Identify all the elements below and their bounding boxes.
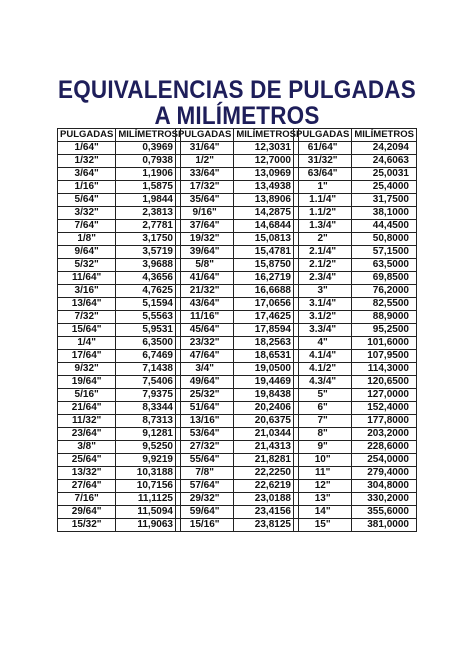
table-row: [58, 428, 181, 441]
table-row: [294, 363, 417, 376]
mm-cell: 24,6063: [352, 155, 417, 168]
inch-cell: 63/64": [294, 168, 352, 181]
table-row: [294, 376, 417, 389]
mm-cell: 19,8438: [234, 389, 299, 402]
mm-cell: 2,7781: [116, 220, 181, 233]
table-row: [58, 272, 181, 285]
mm-cell: 13,8906: [234, 194, 299, 207]
inch-cell: 61/64": [294, 142, 352, 155]
table-row: [58, 389, 181, 402]
inch-cell: 3/8": [58, 441, 116, 454]
inch-cell: 11/16": [176, 311, 234, 324]
table-row: [294, 233, 417, 246]
mm-cell: 177,8000: [352, 415, 417, 428]
mm-cell: 14,6844: [234, 220, 299, 233]
table-row: [294, 272, 417, 285]
header-inches: PULGADAS: [58, 129, 116, 142]
inch-cell: 51/64": [176, 402, 234, 415]
table-row: [176, 233, 299, 246]
table-row: [294, 324, 417, 337]
conversion-table-1: [57, 128, 181, 532]
inch-cell: 3.1/4": [294, 298, 352, 311]
inch-cell: 1/2": [176, 155, 234, 168]
table-row: [294, 389, 417, 402]
table-row: [58, 441, 181, 454]
mm-cell: 21,4313: [234, 441, 299, 454]
table-row: [294, 454, 417, 467]
mm-cell: 4,3656: [116, 272, 181, 285]
inch-cell: 5": [294, 389, 352, 402]
mm-cell: 19,4469: [234, 376, 299, 389]
inch-cell: 5/8": [176, 259, 234, 272]
inch-cell: 4.1/4": [294, 350, 352, 363]
inch-cell: 3.3/4": [294, 324, 352, 337]
inch-cell: 9/64": [58, 246, 116, 259]
mm-cell: 17,0656: [234, 298, 299, 311]
inch-cell: 5/32": [58, 259, 116, 272]
table-row: [294, 441, 417, 454]
table-row: [58, 298, 181, 311]
inch-cell: 3/64": [58, 168, 116, 181]
table-row: [58, 493, 181, 506]
inch-cell: 49/64": [176, 376, 234, 389]
inch-cell: 1.1/2": [294, 207, 352, 220]
table-row: [176, 402, 299, 415]
inch-cell: 27/64": [58, 480, 116, 493]
table-row: [176, 194, 299, 207]
inch-cell: 3": [294, 285, 352, 298]
inch-cell: 9/32": [58, 363, 116, 376]
inch-cell: 15/32": [58, 519, 116, 532]
mm-cell: 5,9531: [116, 324, 181, 337]
mm-cell: 0,3969: [116, 142, 181, 155]
table-row: [58, 506, 181, 519]
table-row: [294, 415, 417, 428]
table-header-row: [176, 129, 299, 142]
table-row: [58, 480, 181, 493]
table-row: [294, 519, 417, 532]
mm-cell: 18,2563: [234, 337, 299, 350]
header-inches: PULGADAS: [294, 129, 352, 142]
inch-cell: 21/32": [176, 285, 234, 298]
table-row: [176, 142, 299, 155]
mm-cell: 203,2000: [352, 428, 417, 441]
inch-cell: 1/32": [58, 155, 116, 168]
inch-cell: 13/16": [176, 415, 234, 428]
mm-cell: 3,5719: [116, 246, 181, 259]
table-row: [176, 181, 299, 194]
mm-cell: 1,9844: [116, 194, 181, 207]
mm-cell: 8,3344: [116, 402, 181, 415]
table-row: [176, 324, 299, 337]
table-row: [176, 337, 299, 350]
mm-cell: 228,6000: [352, 441, 417, 454]
table-row: [294, 428, 417, 441]
mm-cell: 38,1000: [352, 207, 417, 220]
table-row: [176, 441, 299, 454]
inch-cell: 4.1/2": [294, 363, 352, 376]
mm-cell: 17,4625: [234, 311, 299, 324]
mm-cell: 15,8750: [234, 259, 299, 272]
mm-cell: 355,6000: [352, 506, 417, 519]
mm-cell: 15,4781: [234, 246, 299, 259]
inch-cell: 59/64": [176, 506, 234, 519]
inch-cell: 31/32": [294, 155, 352, 168]
inch-cell: 8": [294, 428, 352, 441]
table-row: [176, 493, 299, 506]
inch-cell: 1/4": [58, 337, 116, 350]
mm-cell: 1,1906: [116, 168, 181, 181]
table-row: [294, 337, 417, 350]
inch-cell: 7/8": [176, 467, 234, 480]
table-row: [176, 454, 299, 467]
mm-cell: 14,2875: [234, 207, 299, 220]
inch-cell: 5/64": [58, 194, 116, 207]
inch-cell: 12": [294, 480, 352, 493]
inch-cell: 23/64": [58, 428, 116, 441]
inch-cell: 15/64": [58, 324, 116, 337]
inch-cell: 4": [294, 337, 352, 350]
table-row: [294, 402, 417, 415]
inch-cell: 31/64": [176, 142, 234, 155]
table-row: [58, 350, 181, 363]
inch-cell: 53/64": [176, 428, 234, 441]
mm-cell: 9,1281: [116, 428, 181, 441]
mm-cell: 3,1750: [116, 233, 181, 246]
table-row: [58, 207, 181, 220]
mm-cell: 127,0000: [352, 389, 417, 402]
inch-cell: 45/64": [176, 324, 234, 337]
table-row: [58, 233, 181, 246]
table-row: [58, 220, 181, 233]
mm-cell: 6,7469: [116, 350, 181, 363]
table-row: [58, 168, 181, 181]
mm-cell: 7,9375: [116, 389, 181, 402]
mm-cell: 23,4156: [234, 506, 299, 519]
mm-cell: 15,0813: [234, 233, 299, 246]
mm-cell: 23,8125: [234, 519, 299, 532]
table-row: [294, 480, 417, 493]
inch-cell: 3/32": [58, 207, 116, 220]
mm-cell: 25,0031: [352, 168, 417, 181]
inch-cell: 13/64": [58, 298, 116, 311]
table-row: [58, 246, 181, 259]
table-row: [294, 506, 417, 519]
inch-cell: 11": [294, 467, 352, 480]
mm-cell: 5,5563: [116, 311, 181, 324]
mm-cell: 12,3031: [234, 142, 299, 155]
inch-cell: 33/64": [176, 168, 234, 181]
mm-cell: 44,4500: [352, 220, 417, 233]
mm-cell: 82,5500: [352, 298, 417, 311]
mm-cell: 17,8594: [234, 324, 299, 337]
inch-cell: 25/32": [176, 389, 234, 402]
table-row: [294, 207, 417, 220]
table-row: [176, 389, 299, 402]
title-line-2: A MILÍMETROS: [154, 102, 320, 130]
table-row: [58, 142, 181, 155]
inch-cell: 13/32": [58, 467, 116, 480]
inch-cell: 2.1/4": [294, 246, 352, 259]
inch-cell: 55/64": [176, 454, 234, 467]
table-row: [176, 311, 299, 324]
inch-cell: 2.1/2": [294, 259, 352, 272]
table-row: [294, 194, 417, 207]
inch-cell: 13": [294, 493, 352, 506]
mm-cell: 11,9063: [116, 519, 181, 532]
table-row: [294, 493, 417, 506]
table-header-row: [58, 129, 181, 142]
table-row: [294, 246, 417, 259]
mm-cell: 25,4000: [352, 181, 417, 194]
table-row: [176, 298, 299, 311]
mm-cell: 6,3500: [116, 337, 181, 350]
table-row: [176, 506, 299, 519]
mm-cell: 24,2094: [352, 142, 417, 155]
inch-cell: 11/32": [58, 415, 116, 428]
table-row: [294, 259, 417, 272]
table-row: [58, 376, 181, 389]
table-row: [58, 337, 181, 350]
mm-cell: 114,3000: [352, 363, 417, 376]
inch-cell: 17/32": [176, 181, 234, 194]
table-row: [176, 415, 299, 428]
mm-cell: 4,7625: [116, 285, 181, 298]
table-row: [58, 402, 181, 415]
table-row: [176, 519, 299, 532]
mm-cell: 20,6375: [234, 415, 299, 428]
inch-cell: 3/4": [176, 363, 234, 376]
table-row: [58, 285, 181, 298]
inch-cell: 1.1/4": [294, 194, 352, 207]
inch-cell: 3.1/2": [294, 311, 352, 324]
table-row: [176, 246, 299, 259]
inch-cell: 14": [294, 506, 352, 519]
inch-cell: 29/32": [176, 493, 234, 506]
inch-cell: 43/64": [176, 298, 234, 311]
inch-cell: 27/32": [176, 441, 234, 454]
table-header-row: [294, 129, 417, 142]
table-row: [176, 207, 299, 220]
mm-cell: 8,7313: [116, 415, 181, 428]
inch-cell: 29/64": [58, 506, 116, 519]
table-row: [294, 467, 417, 480]
mm-cell: 31,7500: [352, 194, 417, 207]
inch-cell: 5/16": [58, 389, 116, 402]
table-row: [58, 181, 181, 194]
inch-cell: 1": [294, 181, 352, 194]
inch-cell: 1/16": [58, 181, 116, 194]
inch-cell: 47/64": [176, 350, 234, 363]
table-row: [58, 454, 181, 467]
table-row: [176, 480, 299, 493]
mm-cell: 50,8000: [352, 233, 417, 246]
mm-cell: 18,6531: [234, 350, 299, 363]
table-row: [58, 467, 181, 480]
table-row: [294, 155, 417, 168]
table-row: [176, 259, 299, 272]
table-row: [58, 363, 181, 376]
inch-cell: 1/8": [58, 233, 116, 246]
mm-cell: 3,9688: [116, 259, 181, 272]
inch-cell: 10": [294, 454, 352, 467]
mm-cell: 95,2500: [352, 324, 417, 337]
inch-cell: 6": [294, 402, 352, 415]
mm-cell: 5,1594: [116, 298, 181, 311]
header-mm: MILÍMETROS: [234, 129, 299, 142]
inch-cell: 23/32": [176, 337, 234, 350]
mm-cell: 0,7938: [116, 155, 181, 168]
inch-cell: 17/64": [58, 350, 116, 363]
mm-cell: 16,6688: [234, 285, 299, 298]
header-mm: MILÍMETROS: [352, 129, 417, 142]
table-row: [58, 259, 181, 272]
conversion-table-2: [175, 128, 299, 532]
mm-cell: 9,9219: [116, 454, 181, 467]
inch-cell: 7/64": [58, 220, 116, 233]
mm-cell: 12,7000: [234, 155, 299, 168]
inch-cell: 9": [294, 441, 352, 454]
inch-cell: 1.3/4": [294, 220, 352, 233]
table-row: [294, 220, 417, 233]
mm-cell: 381,0000: [352, 519, 417, 532]
mm-cell: 63,5000: [352, 259, 417, 272]
inch-cell: 35/64": [176, 194, 234, 207]
inch-cell: 15/16": [176, 519, 234, 532]
mm-cell: 21,8281: [234, 454, 299, 467]
table-row: [176, 376, 299, 389]
table-row: [294, 350, 417, 363]
mm-cell: 7,5406: [116, 376, 181, 389]
mm-cell: 69,8500: [352, 272, 417, 285]
mm-cell: 10,7156: [116, 480, 181, 493]
inch-cell: 2": [294, 233, 352, 246]
table-row: [176, 428, 299, 441]
table-row: [58, 324, 181, 337]
inch-cell: 57/64": [176, 480, 234, 493]
mm-cell: 22,6219: [234, 480, 299, 493]
header-mm: MILÍMETROS: [116, 129, 181, 142]
header-inches: PULGADAS: [176, 129, 234, 142]
inch-cell: 9/16": [176, 207, 234, 220]
mm-cell: 19,0500: [234, 363, 299, 376]
table-row: [58, 194, 181, 207]
mm-cell: 254,0000: [352, 454, 417, 467]
mm-cell: 11,1125: [116, 493, 181, 506]
inch-cell: 25/64": [58, 454, 116, 467]
table-row: [176, 155, 299, 168]
table-row: [294, 311, 417, 324]
mm-cell: 16,2719: [234, 272, 299, 285]
inch-cell: 39/64": [176, 246, 234, 259]
mm-cell: 76,2000: [352, 285, 417, 298]
table-row: [176, 168, 299, 181]
table-row: [294, 285, 417, 298]
table-row: [176, 220, 299, 233]
inch-cell: 1/64": [58, 142, 116, 155]
table-row: [58, 415, 181, 428]
title-line-1: EQUIVALENCIAS DE PULGADAS: [58, 76, 416, 104]
mm-cell: 88,9000: [352, 311, 417, 324]
table-row: [176, 467, 299, 480]
inch-cell: 19/64": [58, 376, 116, 389]
mm-cell: 152,4000: [352, 402, 417, 415]
mm-cell: 107,9500: [352, 350, 417, 363]
inch-cell: 7": [294, 415, 352, 428]
mm-cell: 13,0969: [234, 168, 299, 181]
mm-cell: 9,5250: [116, 441, 181, 454]
mm-cell: 120,6500: [352, 376, 417, 389]
inch-cell: 37/64": [176, 220, 234, 233]
table-row: [176, 363, 299, 376]
mm-cell: 2,3813: [116, 207, 181, 220]
conversion-table-3: [293, 128, 417, 532]
table-row: [58, 519, 181, 532]
mm-cell: 13,4938: [234, 181, 299, 194]
inch-cell: 21/64": [58, 402, 116, 415]
inch-cell: 11/64": [58, 272, 116, 285]
mm-cell: 23,0188: [234, 493, 299, 506]
mm-cell: 7,1438: [116, 363, 181, 376]
mm-cell: 279,4000: [352, 467, 417, 480]
mm-cell: 21,0344: [234, 428, 299, 441]
mm-cell: 304,8000: [352, 480, 417, 493]
table-row: [176, 350, 299, 363]
table-row: [294, 298, 417, 311]
table-row: [294, 168, 417, 181]
mm-cell: 10,3188: [116, 467, 181, 480]
inch-cell: 3/16": [58, 285, 116, 298]
mm-cell: 101,6000: [352, 337, 417, 350]
mm-cell: 20,2406: [234, 402, 299, 415]
table-row: [294, 181, 417, 194]
inch-cell: 41/64": [176, 272, 234, 285]
inch-cell: 7/32": [58, 311, 116, 324]
inch-cell: 2.3/4": [294, 272, 352, 285]
mm-cell: 11,5094: [116, 506, 181, 519]
mm-cell: 22,2250: [234, 467, 299, 480]
table-row: [176, 285, 299, 298]
table-row: [176, 272, 299, 285]
inch-cell: 19/32": [176, 233, 234, 246]
inch-cell: 4.3/4": [294, 376, 352, 389]
inch-cell: 15": [294, 519, 352, 532]
mm-cell: 57,1500: [352, 246, 417, 259]
table-row: [58, 155, 181, 168]
table-row: [58, 311, 181, 324]
mm-cell: 1,5875: [116, 181, 181, 194]
inch-cell: 7/16": [58, 493, 116, 506]
mm-cell: 330,2000: [352, 493, 417, 506]
table-row: [294, 142, 417, 155]
